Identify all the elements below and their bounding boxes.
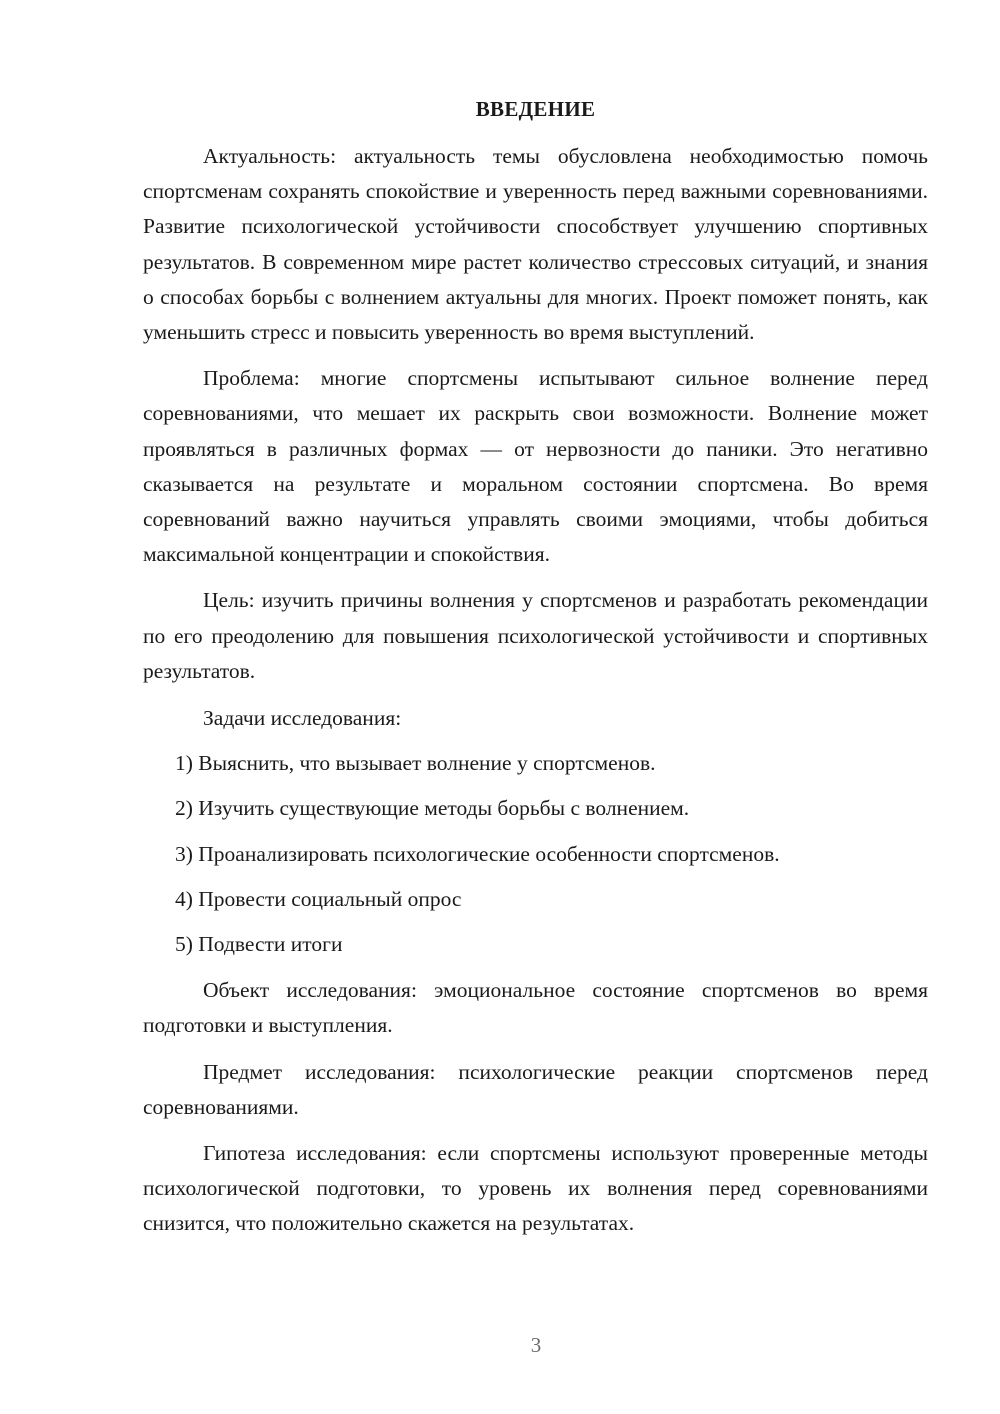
hypothesis-paragraph: Гипотеза исследования: если спортсмены используют проверенные методы психологической подготовки, то уровень их волнения перед соревнованиями снизится, что положительно скажется на результатах. xyxy=(143,1141,928,1236)
object-paragraph: Объект исследования: эмоциональное состояние спортсменов во время подготовки и выступления. xyxy=(143,978,928,1038)
goal-paragraph: Цель: изучить причины волнения у спортсменов и разработать рекомендации по его преодолению для повышения психологической устойчивости и спортивных результатов. xyxy=(143,588,928,683)
page-title: ВВЕДЕНИЕ xyxy=(475,97,596,121)
page-number: 3 xyxy=(530,1333,542,1357)
tasks-list xyxy=(143,746,928,962)
task-item: 4) Провести социальный опрос xyxy=(175,886,462,911)
task-item: 1) Выяснить, что вызывает волнение у спортсменов. xyxy=(175,751,656,776)
subject-paragraph: Предмет исследования: психологические реакции спортсменов перед соревнованиями. xyxy=(143,1059,928,1119)
task-item: 3) Проанализировать психологические особенности спортсменов. xyxy=(175,841,780,866)
task-item: 5) Подвести итоги xyxy=(175,932,343,957)
task-item: 2) Изучить существующие методы борьбы с волнением. xyxy=(175,796,690,821)
document-page xyxy=(143,92,928,1242)
relevance-paragraph: Актуальность: актуальность темы обусловлена необходимостью помочь спортсменам сохранять спокойствие и уверенность перед важными соревнованиями. Развитие психологической устойчивости способствует улучшению спортивных результатов. В современном мире растет количество стрессовых ситуаций, и знания о способах борьбы с волнением актуальны для многих. Проект поможет понять, как уменьшить стресс и повысить уверенность во время выступлений. xyxy=(143,144,928,345)
problem-paragraph: Проблема: многие спортсмены испытывают сильное волнение перед соревнованиями, что мешает их раскрыть свои возможности. Волнение может проявляться в различных формах — от нервозности до паники. Это негативно сказывается на результате и моральном состоянии спортсмена. Во время соревнований важно научиться управлять своими эмоциями, чтобы добиться максимальной концентрации и спокойствия. xyxy=(143,366,928,567)
tasks-heading: Задачи исследования: xyxy=(203,706,402,731)
